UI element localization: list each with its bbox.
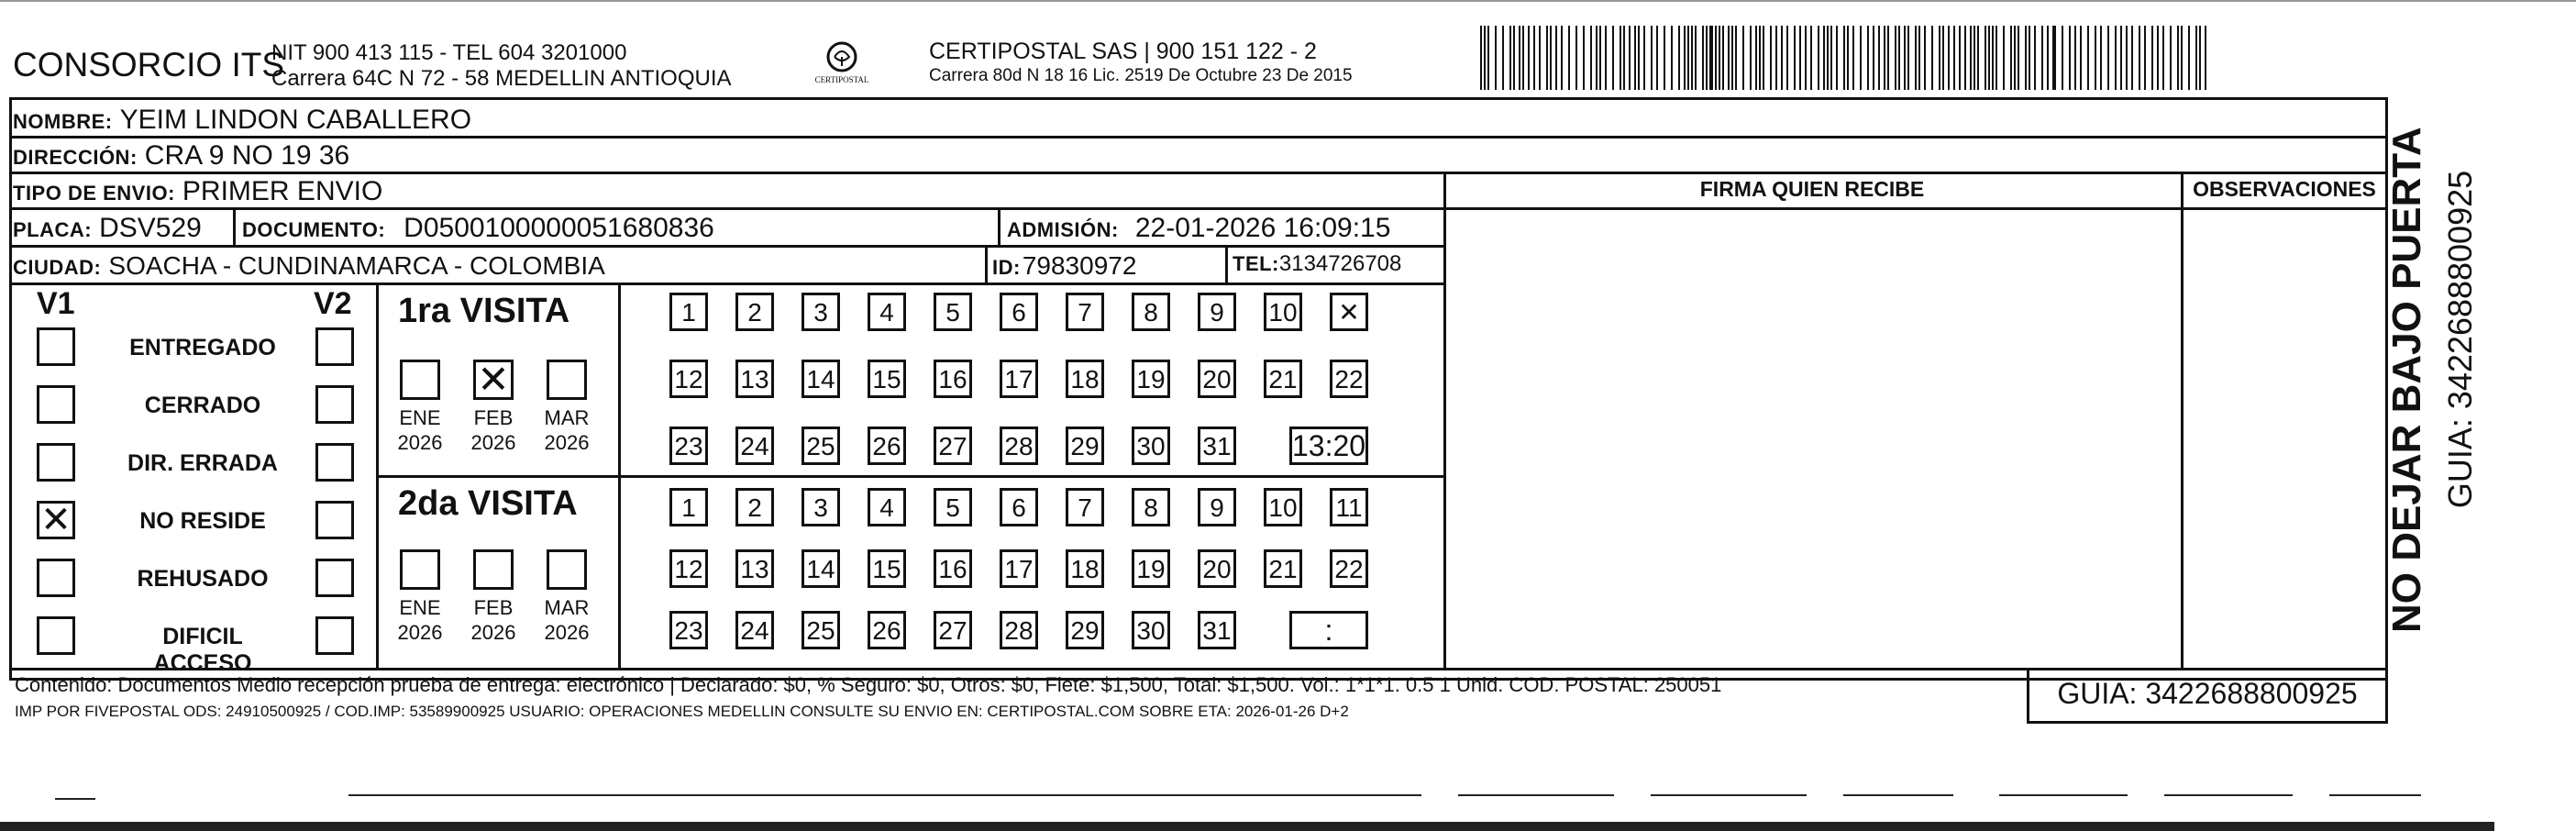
footer-guia: GUIA: 3422688800925 (2057, 677, 2358, 710)
top-edge (0, 0, 2576, 2)
visit2-day-9[interactable]: 9 (1198, 488, 1236, 526)
v1-checkbox[interactable] (37, 616, 75, 655)
signature-area[interactable] (1445, 210, 2180, 667)
certipostal-logo (814, 37, 869, 92)
imp-text: IMP POR FIVEPOSTAL ODS: 24910500925 / COD.IMP: 53589900925 USUARIO: OPERACIONES MEDELLIN CONSULTE SU ENVIO EN: CERTIPOSTAL.COM SOBRE ETA: 2026-01-26 D+2 (15, 703, 1349, 720)
visit2-day-2[interactable]: 2 (735, 488, 774, 526)
visit1-day-13[interactable]: 13 (735, 360, 774, 398)
visit2-day-5[interactable]: 5 (934, 488, 972, 526)
visit2-month-ene-checkbox[interactable] (400, 549, 440, 590)
visit1-day-20[interactable]: 20 (1198, 360, 1236, 398)
visit2-month-label: ENE (399, 596, 441, 619)
cut-mark (1999, 794, 2128, 796)
visit2-day-29[interactable]: 29 (1066, 611, 1104, 649)
bottom-edge (0, 822, 2494, 831)
v1-checkbox[interactable] (37, 327, 75, 366)
v1-checkbox[interactable] (37, 385, 75, 424)
documento-label: DOCUMENTO: (242, 218, 386, 241)
visit1-day-4[interactable]: 4 (868, 293, 906, 331)
visit1-day-18[interactable]: 18 (1066, 360, 1104, 398)
side-guia: GUIA: 3422688800925 (2441, 170, 2479, 509)
visit1-month-label: MAR (544, 406, 590, 429)
visit2-day-24[interactable]: 24 (735, 611, 774, 649)
visit1-day-23[interactable]: 23 (669, 427, 708, 465)
visit2-day-4[interactable]: 4 (868, 488, 906, 526)
admision-row (1007, 213, 1390, 244)
visit1-day-21[interactable]: 21 (1264, 360, 1302, 398)
visit2-year-label: 2026 (544, 621, 590, 644)
visit1-day-19[interactable]: 19 (1132, 360, 1170, 398)
v2-checkbox[interactable] (315, 616, 354, 655)
visit1-day-15[interactable]: 15 (868, 360, 906, 398)
company-address: Carrera 64C N 72 - 58 MEDELLIN ANTIOQUIA (271, 66, 732, 91)
visit1-day-5[interactable]: 5 (934, 293, 972, 331)
placa-label: PLACA: (13, 218, 93, 241)
visit2-day-11[interactable]: 11 (1330, 488, 1368, 526)
visit1-day-2[interactable]: 2 (735, 293, 774, 331)
v1-label: V1 (37, 286, 75, 321)
nombre-label: NOMBRE: (13, 110, 113, 133)
placa-row (13, 213, 202, 244)
tipo-label: TIPO DE ENVIO: (13, 182, 175, 205)
visit1-year-label: 2026 (397, 431, 443, 454)
visit2-day-17[interactable]: 17 (1000, 549, 1038, 588)
visit1-day-29[interactable]: 29 (1066, 427, 1104, 465)
visit2-year-label: 2026 (397, 621, 443, 644)
visit2-month-feb-checkbox[interactable] (473, 549, 514, 590)
visit1-day-8[interactable]: 8 (1132, 293, 1170, 331)
cut-mark (348, 794, 1421, 796)
carrier-name: CERTIPOSTAL SAS | 900 151 122 - 2 (929, 39, 1317, 64)
visit1-day-30[interactable]: 30 (1132, 427, 1170, 465)
visit2-day-10[interactable]: 10 (1264, 488, 1302, 526)
side-text-block (2384, 127, 2439, 633)
visit2-day-22[interactable]: 22 (1330, 549, 1368, 588)
cut-mark (1458, 794, 1614, 796)
visit2-day-20[interactable]: 20 (1198, 549, 1236, 588)
company-nit: NIT 900 413 115 - TEL 604 3201000 (271, 40, 627, 65)
observaciones-label: OBSERVACIONES (2193, 177, 2376, 201)
documento-value: D0500100000051680836 (404, 213, 714, 243)
visit1-day-22[interactable]: 22 (1330, 360, 1368, 398)
svg-text:CERTIPOSTAL: CERTIPOSTAL (814, 75, 869, 84)
visit2-day-13[interactable]: 13 (735, 549, 774, 588)
visit2-day-8[interactable]: 8 (1132, 488, 1170, 526)
side-guia-block (2441, 83, 2478, 596)
visit1-day-10[interactable]: 10 (1264, 293, 1302, 331)
ciudad-value: SOACHA - CUNDINAMARCA - COLOMBIA (108, 251, 605, 280)
visit1-month-ene-checkbox[interactable] (400, 360, 440, 400)
v1-checkbox[interactable] (37, 443, 75, 482)
visit2-day-7[interactable]: 7 (1066, 488, 1104, 526)
status-label: REHUSADO (137, 566, 269, 592)
id-value: 79830972 (1022, 251, 1137, 280)
visit1-day-9[interactable]: 9 (1198, 293, 1236, 331)
status-label: ENTREGADO (129, 335, 276, 360)
v1-checkbox[interactable]: ✕ (37, 501, 75, 539)
visit1-day-25[interactable]: 25 (802, 427, 840, 465)
visit1-month-feb-checkbox[interactable]: ✕ (473, 360, 514, 400)
admision-label: ADMISIÓN: (1007, 218, 1119, 241)
visit1-day-17[interactable]: 17 (1000, 360, 1038, 398)
visit1-year-label: 2026 (544, 431, 590, 454)
visit1-day-6[interactable]: 6 (1000, 293, 1038, 331)
visit1-day-16[interactable]: 16 (934, 360, 972, 398)
visit2-day-14[interactable]: 14 (802, 549, 840, 588)
visit2-day-12[interactable]: 12 (669, 549, 708, 588)
visit1-month-label: ENE (399, 406, 441, 429)
visit1-day-3[interactable]: 3 (802, 293, 840, 331)
nombre-value: YEIM LINDON CABALLERO (119, 105, 472, 135)
visit2-month-label: MAR (544, 596, 590, 619)
cut-mark (2164, 794, 2293, 796)
visit2-day-23[interactable]: 23 (669, 611, 708, 649)
visit1-day-7[interactable]: 7 (1066, 293, 1104, 331)
visit2-year-label: 2026 (470, 621, 516, 644)
visit2-day-21[interactable]: 21 (1264, 549, 1302, 588)
admision-value: 22-01-2026 16:09:15 (1134, 213, 1391, 243)
visit2-day-3[interactable]: 3 (802, 488, 840, 526)
visit2-day-28[interactable]: 28 (1000, 611, 1038, 649)
visit1-year-label: 2026 (470, 431, 516, 454)
direccion-value: CRA 9 NO 19 36 (144, 140, 350, 171)
visit2-day-30[interactable]: 30 (1132, 611, 1170, 649)
visit1-day-28[interactable]: 28 (1000, 427, 1038, 465)
v2-checkbox[interactable] (315, 385, 354, 424)
v2-checkbox[interactable] (315, 501, 354, 539)
ciudad-row (13, 251, 605, 281)
visit2-day-15[interactable]: 15 (868, 549, 906, 588)
tel-label: TEL: (1233, 252, 1279, 275)
firma-label: FIRMA QUIEN RECIBE (1699, 177, 1925, 201)
visit1-day-12[interactable]: 12 (669, 360, 708, 398)
company-name: CONSORCIO ITS (13, 46, 285, 83)
visit2-day-6[interactable]: 6 (1000, 488, 1038, 526)
visit2-day-26[interactable]: 26 (868, 611, 906, 649)
status-label: DIR. ERRADA (127, 450, 278, 476)
status-label: CERRADO (144, 393, 261, 418)
nombre-row (13, 105, 471, 136)
visit1-title: 1ra VISITA (398, 292, 570, 330)
visit2-month-label: FEB (473, 596, 514, 619)
ciudad-label: CIUDAD: (13, 256, 102, 279)
contenido-text: Contenido: Documentos Medio recepción prueba de entrega: electrónico | Declarado: $0, % Seguro: $0, Otros: $0, Flete: $1,500, Total: $1,500. Vol.: 1*1*1. 0.5 1 Unid. COD. POSTAL: 250051 (15, 673, 1722, 696)
visit1-day-11[interactable]: ✕ (1330, 293, 1368, 331)
visit1-month-mar-checkbox[interactable] (547, 360, 587, 400)
visit1-day-27[interactable]: 27 (934, 427, 972, 465)
observaciones-area[interactable] (2184, 210, 2386, 667)
status-label: DIFICIL ACCESO (153, 624, 252, 676)
cut-mark (1843, 794, 1953, 796)
visit2-day-25[interactable]: 25 (802, 611, 840, 649)
visit1-time-box[interactable]: 13:20 (1289, 427, 1368, 465)
visit2-day-18[interactable]: 18 (1066, 549, 1104, 588)
visit2-day-1[interactable]: 1 (669, 488, 708, 526)
tel-value: 3134726708 (1278, 251, 1402, 276)
visit1-day-26[interactable]: 26 (868, 427, 906, 465)
visit1-month-label: FEB (473, 406, 514, 429)
tipo-value: PRIMER ENVIO (182, 176, 383, 206)
cut-mark (1651, 794, 1807, 796)
tel-row (1233, 251, 1401, 277)
v1-checkbox[interactable] (37, 559, 75, 597)
visit1-day-24[interactable]: 24 (735, 427, 774, 465)
v2-checkbox[interactable] (315, 559, 354, 597)
visit2-month-mar-checkbox[interactable] (547, 549, 587, 590)
direccion-label: DIRECCIÓN: (13, 146, 138, 169)
visit2-day-31[interactable]: 31 (1198, 611, 1236, 649)
visit1-day-14[interactable]: 14 (802, 360, 840, 398)
carrier-address: Carrera 80d N 18 16 Lic. 2519 De Octubre 23 De 2015 (929, 66, 1353, 85)
v2-label: V2 (314, 286, 352, 321)
direccion-row (13, 140, 349, 172)
cut-mark (2329, 794, 2421, 796)
v2-checkbox[interactable] (315, 327, 354, 366)
visit2-time-box[interactable]: : (1289, 611, 1368, 649)
visit2-day-19[interactable]: 19 (1132, 549, 1170, 588)
visit2-title: 2da VISITA (398, 484, 578, 523)
id-row (992, 251, 1136, 281)
v2-checkbox[interactable] (315, 443, 354, 482)
placa-value: DSV529 (99, 213, 202, 243)
no-dejar-warning: NO DEJAR BAJO PUERTA (2384, 127, 2429, 633)
visit1-day-1[interactable]: 1 (669, 293, 708, 331)
id-label: ID: (992, 256, 1021, 279)
tipo-row (13, 176, 382, 207)
cut-mark (55, 798, 95, 800)
visit2-day-27[interactable]: 27 (934, 611, 972, 649)
documento-row (242, 213, 714, 244)
visit2-day-16[interactable]: 16 (934, 549, 972, 588)
status-label: NO RESIDE (139, 508, 266, 534)
barcode (1480, 26, 2212, 90)
visit1-day-31[interactable]: 31 (1198, 427, 1236, 465)
